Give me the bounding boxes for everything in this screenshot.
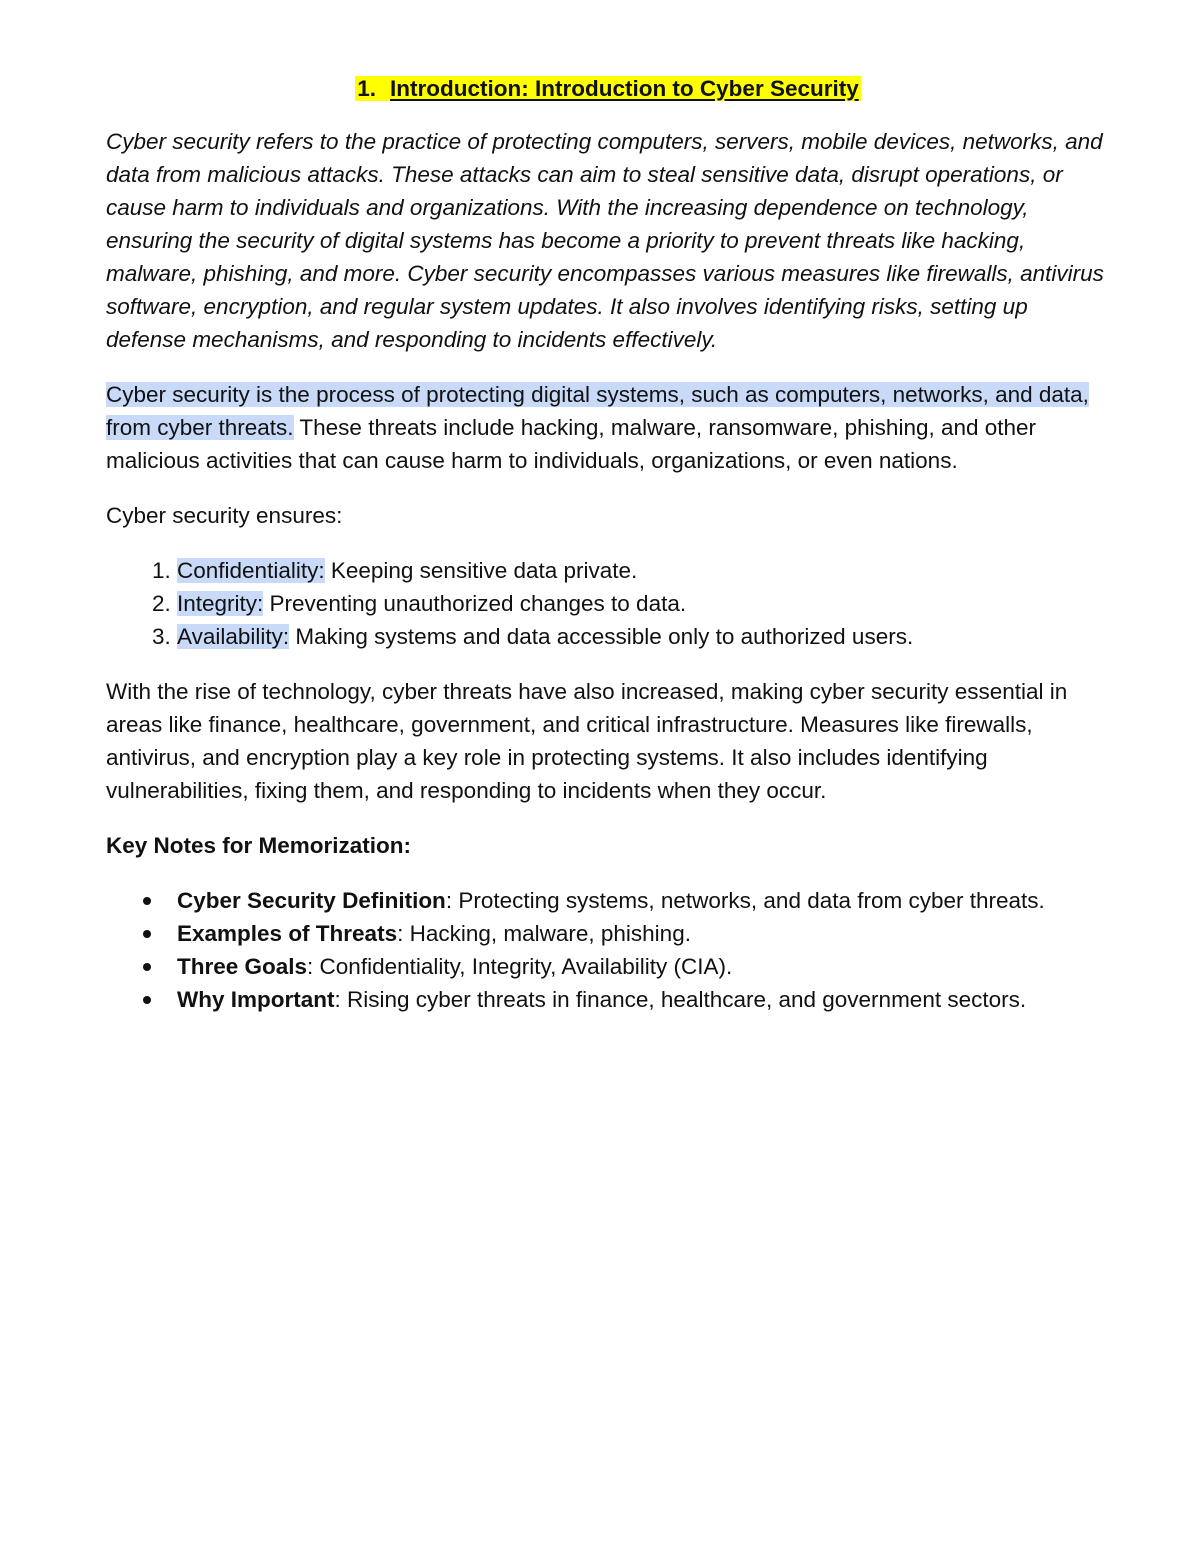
list-item <box>177 554 1110 587</box>
list-item <box>177 587 1110 620</box>
heading-number: 1. <box>357 76 376 101</box>
list-item <box>177 917 1110 950</box>
goal-term: Confidentiality: <box>177 558 325 583</box>
note-text: : Rising cyber threats in finance, healthcare, and government sectors. <box>334 987 1027 1012</box>
note-term: Why Important <box>177 987 335 1012</box>
note-term: Cyber Security Definition <box>177 888 446 913</box>
list-item <box>177 983 1110 1016</box>
goal-term: Integrity: <box>177 591 264 616</box>
goals-list <box>106 554 1110 653</box>
goal-text: Keeping sensitive data private. <box>324 558 638 583</box>
definition-paragraph <box>106 378 1110 477</box>
heading-highlight <box>355 76 861 101</box>
list-item <box>177 884 1110 917</box>
rise-paragraph: With the rise of technology, cyber threats have also increased, making cyber security essential in areas like finance, healthcare, government, and critical infrastructure. Measures like firewalls, antivirus, and encryption play a key role in protecting systems. It also includes identifying vulnerabilities, fixing them, and responding to incidents when they occur. <box>106 679 1068 803</box>
ensures-label: Cyber security ensures: <box>106 503 343 528</box>
key-notes-list <box>106 884 1110 1016</box>
list-item <box>177 620 1110 653</box>
heading-title: Introduction: Introduction to Cyber Security <box>390 76 859 101</box>
goal-text: Preventing unauthorized changes to data. <box>263 591 687 616</box>
note-term: Three Goals <box>177 954 308 979</box>
definition-highlight: Cyber security is the process of protecting digital systems, such as computers, networks, and data, from cyber threats. <box>106 382 1089 440</box>
note-text: : Protecting systems, networks, and data from cyber threats. <box>445 888 1045 913</box>
goal-term: Availability: <box>177 624 290 649</box>
note-text: : Confidentiality, Integrity, Availability (CIA). <box>307 954 733 979</box>
goal-text: Making systems and data accessible only to authorized users. <box>289 624 914 649</box>
section-heading <box>106 72 1110 105</box>
intro-paragraph: Cyber security refers to the practice of protecting computers, servers, mobile devices, networks, and data from malicious attacks. These attacks can aim to steal sensitive data, disrupt operations, or cause harm to individuals and organizations. With the increasing dependence on technology, ensuring the security of digital systems has become a priority to prevent threats like hacking, malware, phishing, and more. Cyber security encompasses various measures like firewalls, antivirus software, encryption, and regular system updates. It also involves identifying risks, setting up defense mechanisms, and responding to incidents effectively. <box>106 129 1104 352</box>
list-item <box>177 950 1110 983</box>
key-notes-label: Key Notes for Memorization: <box>106 833 412 858</box>
note-text: : Hacking, malware, phishing. <box>397 921 691 946</box>
note-term: Examples of Threats <box>177 921 398 946</box>
definition-rest: These threats include hacking, malware, ransomware, phishing, and other malicious activities that can cause harm to individuals, organizations, or even nations. <box>106 415 1037 473</box>
